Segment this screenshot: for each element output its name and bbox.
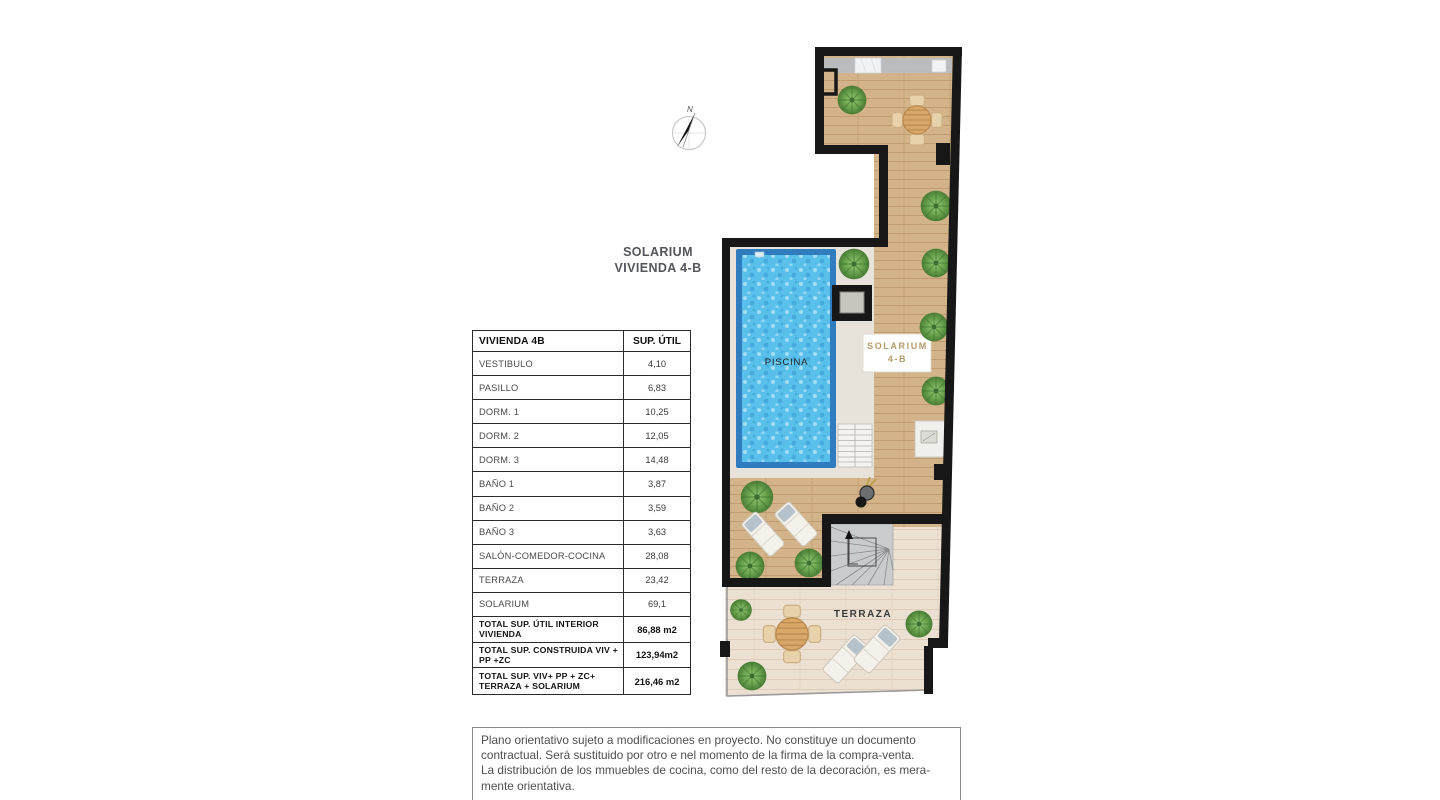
table-total-row: [473, 617, 690, 643]
plan-title-line1: SOLARIUM: [623, 245, 693, 259]
plant: [730, 599, 752, 621]
pool-label: PISCINA: [764, 357, 809, 368]
table-total-row: [473, 643, 690, 669]
equipment-unit: [915, 421, 945, 457]
table-row: [473, 400, 690, 424]
room-area: 69,1: [623, 593, 690, 616]
room-name: DORM. 2: [479, 430, 520, 441]
solarium-unit-label: [864, 340, 931, 366]
table-row: [473, 545, 690, 569]
total-area: 86,88 m2: [623, 617, 690, 642]
disclaimer-line: contractual. Será sustituido por otro e nel momento de la firma de la compra-venta.: [481, 748, 915, 763]
small-unit: [932, 60, 946, 72]
glass-balustrade: [824, 58, 952, 73]
total-area: 123,94m2: [623, 643, 690, 668]
room-name: SOLARIUM: [479, 599, 530, 610]
plant: [906, 611, 933, 638]
plant: [838, 86, 867, 115]
plant: [922, 249, 951, 278]
table-header-row: [473, 331, 690, 352]
room-name: SALÓN-COMEDOR-COCINA: [479, 551, 606, 562]
table-row: [473, 593, 690, 617]
table-row: [473, 448, 690, 472]
total-area: 216,46 m2: [623, 668, 690, 694]
room-area: 4,10: [623, 352, 690, 375]
plant: [738, 662, 767, 691]
room-area: 3,87: [623, 472, 690, 495]
room-name: PASILLO: [479, 382, 519, 393]
room-area: 12,05: [623, 424, 690, 447]
room-area: 6,83: [623, 376, 690, 399]
plan-title-line2: VIVIENDA 4-B: [614, 261, 702, 275]
table-header-name: VIVIENDA 4B: [479, 335, 545, 347]
room-area: 28,08: [623, 545, 690, 568]
total-name: TOTAL SUP. ÚTIL INTERIOR VIVIENDA: [479, 619, 599, 640]
table-row: [473, 376, 690, 400]
disclaimer-line: Plano orientativo sujeto a modificaciones en proyecto. No constituye un documento: [481, 733, 916, 747]
room-area: 3,59: [623, 497, 690, 520]
winder-stairs: [831, 524, 893, 585]
plant: [839, 249, 870, 280]
skylight-block: [832, 285, 872, 321]
pool-steps: [838, 424, 872, 467]
table-header-area: SUP. ÚTIL: [623, 331, 690, 351]
table-row: [473, 497, 690, 521]
room-area: 23,42: [623, 569, 690, 592]
north-needle: [677, 113, 695, 147]
surface-table: [472, 330, 691, 695]
disclaimer-line: La distribución de los mmuebles de cocina, como del resto de la decoración, es mera-: [481, 763, 931, 778]
solarium-unit-label-line2: 4-B: [887, 354, 908, 364]
room-name: DORM. 1: [479, 406, 520, 417]
room-area: 14,48: [623, 448, 690, 471]
room-name: DORM. 3: [479, 454, 520, 465]
plant: [736, 552, 765, 581]
table-row: [473, 569, 690, 593]
table-row: [473, 352, 690, 376]
total-name: TOTAL SUP. CONSTRUIDA VIV + PP +ZC: [479, 644, 618, 665]
disclaimer-box: [472, 727, 961, 800]
terrace-label: TERRAZA: [833, 609, 893, 620]
awning-unit: [855, 58, 881, 73]
table-row: [473, 521, 690, 545]
room-name: BAÑO 3: [479, 527, 515, 538]
plant: [921, 191, 952, 222]
plant: [795, 549, 824, 578]
solarium-unit-label-line1: SOLARIUM: [867, 341, 928, 351]
plant: [741, 481, 773, 513]
disclaimer-line: mente orientativa.: [481, 778, 575, 793]
plant: [920, 313, 949, 342]
room-area: 10,25: [623, 400, 690, 423]
room-area: 3,63: [623, 521, 690, 544]
room-name: BAÑO 2: [479, 503, 515, 514]
compass-north-label: N: [687, 105, 693, 114]
room-name: VESTIBULO: [479, 358, 533, 369]
room-name: BAÑO 1: [479, 479, 515, 490]
compass-icon: [664, 98, 712, 154]
pool-ladder: [755, 252, 764, 257]
plan-title: [593, 244, 723, 276]
table-total-row: [473, 668, 690, 694]
table-row: [473, 472, 690, 496]
table-row: [473, 424, 690, 448]
room-name: TERRAZA: [479, 575, 524, 586]
total-name: TOTAL SUP. VIV+ PP + ZC+ TERRAZA + SOLARIUM: [479, 671, 596, 692]
